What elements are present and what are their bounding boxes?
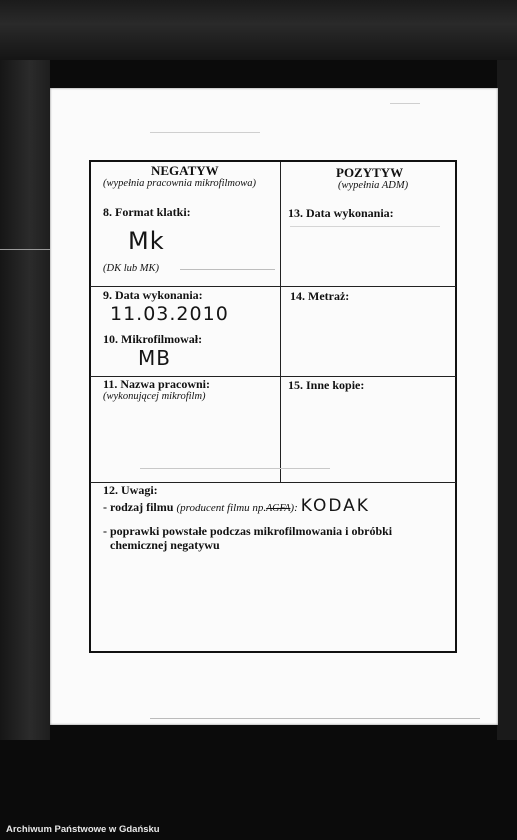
pozytyw-subtitle: (wypełnia ADM) xyxy=(338,180,409,191)
scan-border-right xyxy=(497,60,517,740)
inne-kopie-label: 15. Inne kopie: xyxy=(288,378,365,392)
data-wykonania-negatyw-label: 9. Data wykonania: xyxy=(103,288,203,302)
mikrofilmowal-label: 10. Mikrofilmował: xyxy=(103,332,203,346)
faint-scan-line xyxy=(140,468,330,469)
mikrofilmowal-value: MB xyxy=(138,346,171,370)
pozytyw-title: POZYTYW xyxy=(336,165,404,180)
uwagi-label: 12. Uwagi: xyxy=(103,483,158,497)
faint-scan-line xyxy=(390,103,420,104)
poprawki-line-2: chemicznej negatywu xyxy=(110,538,220,552)
faint-scan-line xyxy=(290,226,440,227)
column-divider xyxy=(280,162,281,483)
faint-scan-line xyxy=(150,718,480,719)
metraz-label: 14. Metraż: xyxy=(290,289,350,303)
rodzaj-filmu-label: - rodzaj filmu xyxy=(103,500,174,514)
scan-border-left xyxy=(0,60,50,740)
format-klatki-note: (DK lub MK) xyxy=(103,263,159,274)
negatyw-title: NEGATYW xyxy=(151,163,219,178)
rodzaj-filmu-value: KODAK xyxy=(300,496,370,516)
negatyw-subtitle: (wypełnia pracownia mikrofilmowa) xyxy=(103,178,257,189)
nazwa-pracowni-note: (wykonującej mikrofilm) xyxy=(103,391,206,402)
data-wykonania-pozytyw-label: 13. Data wykonania: xyxy=(288,206,394,220)
format-klatki-label: 8. Format klatki: xyxy=(103,205,191,219)
faint-scan-line xyxy=(180,269,275,270)
nazwa-pracowni-label: 11. Nazwa pracowni: xyxy=(103,377,210,391)
format-klatki-value: Mk xyxy=(128,227,165,255)
rodzaj-filmu-note: (producent filmu np. xyxy=(176,502,267,514)
scan-border-top xyxy=(0,0,517,60)
row-divider xyxy=(90,286,456,287)
rodzaj-filmu-close: ): xyxy=(290,502,298,514)
archive-footer: Archiwum Państwowe w Gdańsku xyxy=(6,824,160,835)
data-wykonania-negatyw-value: 11.03.2010 xyxy=(110,303,229,325)
poprawki-line-1: - poprawki powstałe podczas mikrofilmowania i obróbki xyxy=(103,524,393,538)
faint-scan-line xyxy=(150,132,260,133)
rodzaj-filmu-line xyxy=(103,498,370,515)
rodzaj-filmu-struck: AGFA xyxy=(266,503,291,514)
